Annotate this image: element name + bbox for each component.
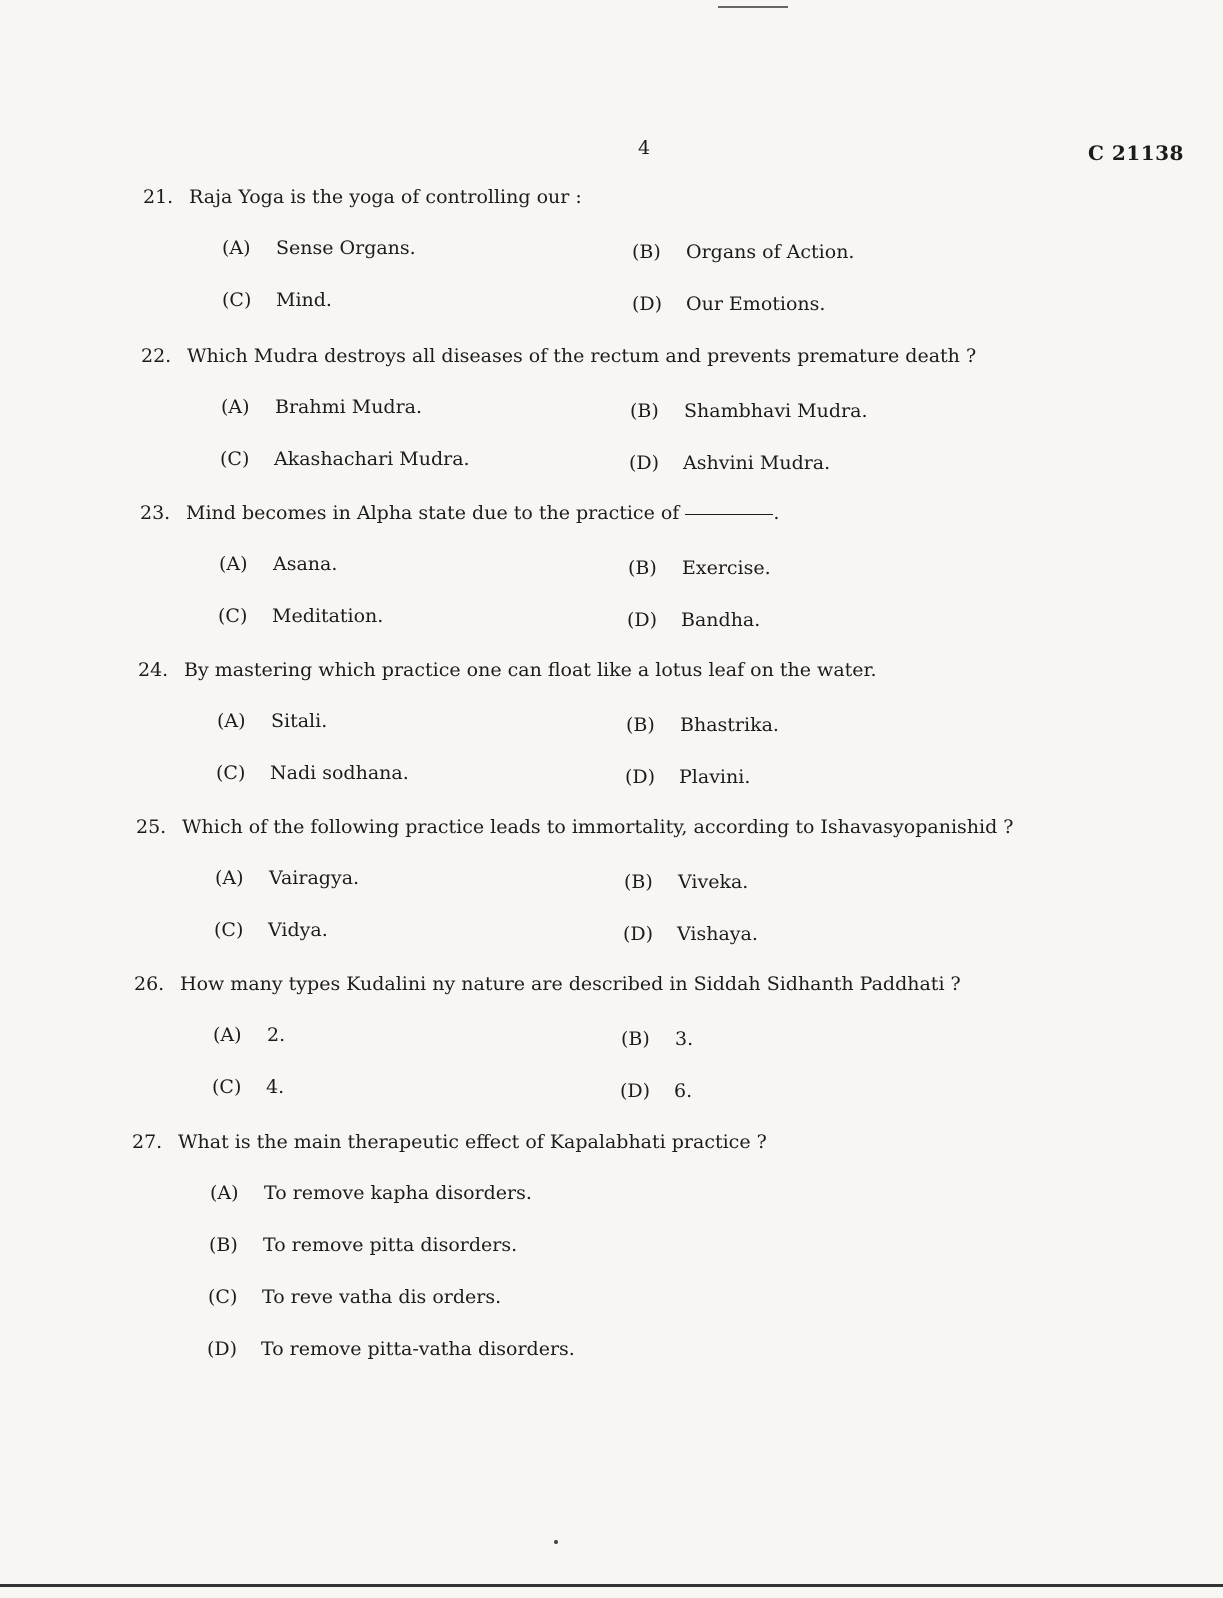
option-21-b: [632, 241, 854, 263]
option-text: Asana.: [273, 553, 338, 575]
option-21-a: [222, 237, 416, 259]
option-text: Bandha.: [681, 609, 761, 631]
question-number: 22.: [141, 345, 172, 367]
option-text: 2.: [267, 1024, 286, 1046]
option-label: (D): [623, 923, 654, 945]
option-label: (B): [632, 241, 661, 263]
question-21: [143, 186, 582, 208]
option-text: Exercise.: [682, 557, 771, 579]
option-21-c: [222, 289, 332, 311]
option-label: (A): [221, 396, 250, 418]
option-27-d: [207, 1338, 575, 1360]
option-label: (D): [620, 1080, 651, 1102]
option-label: (A): [210, 1182, 239, 1204]
option-label: (B): [624, 871, 653, 893]
option-23-c: [218, 605, 383, 627]
option-22-d: [629, 452, 830, 474]
question-number: 27.: [132, 1131, 163, 1153]
option-text: Meditation.: [272, 605, 384, 627]
question-22: [141, 345, 976, 367]
question-text: What is the main therapeutic effect of Kapalabhati practice ?: [178, 1131, 767, 1153]
question-number: 26.: [134, 973, 165, 995]
option-label: (D): [632, 293, 663, 315]
option-26-a: [213, 1024, 285, 1046]
option-label: (A): [222, 237, 251, 259]
option-27-c: [208, 1286, 501, 1308]
question-text: By mastering which practice one can float like a lotus leaf on the water.: [184, 659, 877, 681]
option-24-d: [625, 766, 750, 788]
option-label: (C): [208, 1286, 238, 1308]
option-label: (D): [627, 609, 658, 631]
option-text: Sitali.: [271, 710, 328, 732]
option-text: Vishaya.: [677, 923, 758, 945]
option-text: To remove pitta disorders.: [263, 1234, 518, 1256]
answer-blank: [685, 514, 773, 515]
option-label: (B): [209, 1234, 238, 1256]
option-label: (C): [212, 1076, 242, 1098]
option-21-d: [632, 293, 825, 315]
option-27-a: [210, 1182, 532, 1204]
option-text: Nadi sodhana.: [270, 762, 409, 784]
option-text: Vairagya.: [269, 867, 360, 889]
option-text: To remove kapha disorders.: [264, 1182, 532, 1204]
question-26: [134, 973, 961, 995]
option-text: Brahmi Mudra.: [275, 396, 423, 418]
option-text: 6.: [674, 1080, 693, 1102]
question-number: 25.: [136, 816, 167, 838]
option-24-a: [217, 710, 327, 732]
option-label: (D): [625, 766, 656, 788]
option-label: (C): [214, 919, 244, 941]
question-text: How many types Kudalini ny nature are described in Siddah Sidhanth Paddhati ?: [180, 973, 961, 995]
option-label: (C): [218, 605, 248, 627]
option-text: Vidya.: [268, 919, 328, 941]
option-26-d: [620, 1080, 692, 1102]
option-23-d: [627, 609, 760, 631]
question-number: 24.: [138, 659, 169, 681]
page-number: 4: [638, 137, 651, 159]
option-label: (C): [220, 448, 250, 470]
option-label: (B): [621, 1028, 650, 1050]
option-label: (A): [217, 710, 246, 732]
question-text: Which of the following practice leads to immortality, according to Ishavasyopanishid ?: [182, 816, 1014, 838]
option-text: Shambhavi Mudra.: [684, 400, 868, 422]
option-label: (D): [207, 1338, 238, 1360]
question-text: Mind becomes in Alpha state due to the practice of: [186, 502, 680, 524]
option-25-b: [624, 871, 748, 893]
scan-speck: [554, 1540, 558, 1544]
option-24-b: [626, 714, 779, 736]
question-text: Raja Yoga is the yoga of controlling our :: [189, 186, 582, 208]
question-27: [132, 1131, 767, 1153]
option-text: 4.: [266, 1076, 285, 1098]
option-label: (C): [216, 762, 246, 784]
option-26-b: [621, 1028, 693, 1050]
option-label: (C): [222, 289, 252, 311]
option-text: Viveka.: [678, 871, 749, 893]
question-24: [138, 659, 877, 681]
option-text: 3.: [675, 1028, 694, 1050]
question-number: 23.: [140, 502, 171, 524]
option-label: (A): [215, 867, 244, 889]
option-27-b: [209, 1234, 517, 1256]
option-26-c: [212, 1076, 284, 1098]
paper-code: C 21138: [1088, 141, 1184, 165]
option-text: Akashachari Mudra.: [274, 448, 470, 470]
option-label: (D): [629, 452, 660, 474]
option-22-c: [220, 448, 470, 470]
option-23-b: [628, 557, 771, 579]
option-text: Ashvini Mudra.: [683, 452, 831, 474]
option-text: Organs of Action.: [686, 241, 855, 263]
option-text: To reve vatha dis orders.: [262, 1286, 502, 1308]
option-25-c: [214, 919, 328, 941]
option-23-a: [219, 553, 337, 575]
option-24-c: [216, 762, 409, 784]
option-label: (A): [219, 553, 248, 575]
option-22-a: [221, 396, 422, 418]
question-text-end: .: [773, 502, 780, 524]
option-text: Plavini.: [679, 766, 751, 788]
option-25-d: [623, 923, 758, 945]
question-23: [140, 502, 779, 524]
option-25-a: [215, 867, 359, 889]
option-text: Mind.: [276, 289, 332, 311]
option-label: (B): [630, 400, 659, 422]
question-text: Which Mudra destroys all diseases of the rectum and prevents premature death ?: [187, 345, 977, 367]
option-text: Bhastrika.: [680, 714, 779, 736]
option-22-b: [630, 400, 867, 422]
option-text: Our Emotions.: [686, 293, 826, 315]
option-label: (B): [628, 557, 657, 579]
option-label: (A): [213, 1024, 242, 1046]
question-25: [136, 816, 1014, 838]
option-text: Sense Organs.: [276, 237, 416, 259]
scan-bottom-edge: [0, 1584, 1223, 1587]
option-text: To remove pitta-vatha disorders.: [261, 1338, 575, 1360]
top-margin-mark: [718, 6, 788, 8]
question-number: 21.: [143, 186, 174, 208]
option-label: (B): [626, 714, 655, 736]
